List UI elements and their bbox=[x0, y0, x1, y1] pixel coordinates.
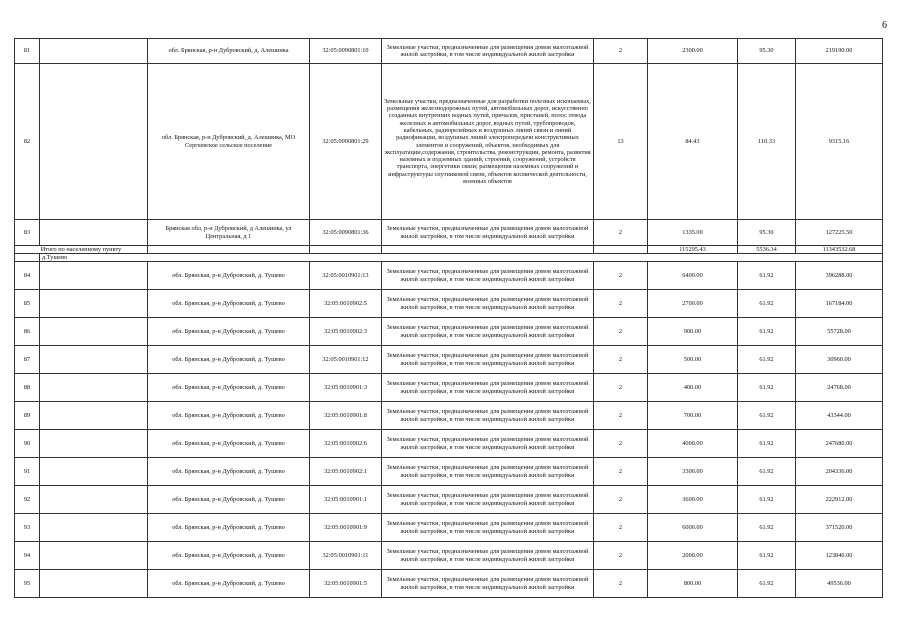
cell-cadastral-value: 49536.00 bbox=[796, 570, 883, 598]
cell-cadastral-number: 32:05:0010901:13 bbox=[310, 262, 382, 290]
cell-permitted-use: Земельные участки, предназначенные для размещения домов малоэтажной жилой застройки, в том числе индивидуальной жилой застройки bbox=[382, 346, 594, 374]
table-row bbox=[15, 290, 883, 318]
cell-address: обл. Брянская, р-н Дубровский, д. Алешинка, МО Сергеевское сельское поселение bbox=[148, 64, 310, 220]
cell-cadastral-value: 396288.00 bbox=[796, 262, 883, 290]
table-row bbox=[15, 402, 883, 430]
cell-permitted-use: Земельные участки, предназначенные для размещения домов малоэтажной жилой застройки, в том числе индивидуальной жилой застройки bbox=[382, 374, 594, 402]
cell-category: 13 bbox=[594, 64, 648, 220]
subtotal-empty-cadastral bbox=[310, 246, 382, 254]
cell-category: 2 bbox=[594, 318, 648, 346]
cell-spacer bbox=[40, 402, 148, 430]
cell-cadastral-number: 32:05:0010902:3 bbox=[310, 318, 382, 346]
cell-number: 88 bbox=[15, 374, 40, 402]
cell-number: 93 bbox=[15, 514, 40, 542]
table-body-subtotal bbox=[15, 246, 883, 262]
cell-number: 87 bbox=[15, 346, 40, 374]
cell-cadastral-number: 32:05:0090801:10 bbox=[310, 39, 382, 64]
cell-rate: 110.33 bbox=[738, 64, 796, 220]
cell-address: обл. Брянская, р-н Дубровский, д. Тушево bbox=[148, 374, 310, 402]
cell-number: 85 bbox=[15, 290, 40, 318]
cell-category: 2 bbox=[594, 39, 648, 64]
cell-number: 89 bbox=[15, 402, 40, 430]
cell-category: 2 bbox=[594, 430, 648, 458]
table-body-before bbox=[15, 39, 883, 246]
cell-rate: 61.92 bbox=[738, 346, 796, 374]
cell-number: 92 bbox=[15, 486, 40, 514]
subtotal-label: Итого по населенному пункту bbox=[15, 246, 148, 254]
cell-spacer bbox=[40, 514, 148, 542]
cell-area: 500.00 bbox=[648, 346, 738, 374]
table-row bbox=[15, 262, 883, 290]
cell-area: 2700.00 bbox=[648, 290, 738, 318]
subtotal-area: 115295.43 bbox=[648, 246, 738, 254]
cell-address: обл. Брянская, р-н Дубровский, д. Тушево bbox=[148, 458, 310, 486]
cell-address: обл. Брянская, р-н Дубровский, д. Тушево bbox=[148, 570, 310, 598]
table-row bbox=[15, 458, 883, 486]
cell-number: 82 bbox=[15, 64, 40, 220]
cell-cadastral-value: 30960.00 bbox=[796, 346, 883, 374]
cell-category: 2 bbox=[594, 290, 648, 318]
cell-spacer bbox=[40, 64, 148, 220]
cell-area: 6000.00 bbox=[648, 514, 738, 542]
cell-cadastral-number: 32:05:0010901:11 bbox=[310, 542, 382, 570]
cell-spacer bbox=[40, 318, 148, 346]
cell-address: обл. Брянская, р-н Дубровский, д. Алешинка bbox=[148, 39, 310, 64]
cell-category: 2 bbox=[594, 542, 648, 570]
cell-rate: 61.92 bbox=[738, 430, 796, 458]
cell-address: обл. Брянская, р-н Дубровский, д. Тушево bbox=[148, 542, 310, 570]
cell-rate: 61.92 bbox=[738, 542, 796, 570]
cell-permitted-use: Земельные участки, предназначенные для размещения домов малоэтажной жилой застройки, в том числе индивидуальной жилой застройки bbox=[382, 318, 594, 346]
cell-spacer bbox=[40, 486, 148, 514]
cell-number: 94 bbox=[15, 542, 40, 570]
subtotal-empty-address bbox=[148, 246, 310, 254]
cell-cadastral-number: 32:05:0010901:3 bbox=[310, 374, 382, 402]
cell-cadastral-value: 219190.00 bbox=[796, 39, 883, 64]
cell-cadastral-number: 32:05:0010901:8 bbox=[310, 402, 382, 430]
cell-cadastral-value: 55728.00 bbox=[796, 318, 883, 346]
cell-permitted-use: Земельные участки, предназначенные для размещения домов малоэтажной жилой застройки, в том числе индивидуальной жилой застройки bbox=[382, 458, 594, 486]
cell-address: обл. Брянская, р-н Дубровский, д. Тушево bbox=[148, 346, 310, 374]
cell-category: 2 bbox=[594, 262, 648, 290]
cell-cadastral-number: 32:05:0010902:5 bbox=[310, 290, 382, 318]
cell-permitted-use: Земельные участки, предназначенные для размещения домов малоэтажной жилой застройки, в том числе индивидуальной жилой застройки bbox=[382, 262, 594, 290]
cell-category: 2 bbox=[594, 402, 648, 430]
cell-cadastral-value: 43344.00 bbox=[796, 402, 883, 430]
cell-permitted-use: Земельные участки, предназначенные для размещения домов малоэтажной жилой застройки, в том числе индивидуальной жилой застройки bbox=[382, 570, 594, 598]
cell-area: 800.00 bbox=[648, 570, 738, 598]
cell-area: 700.00 bbox=[648, 402, 738, 430]
cell-address: обл. Брянская, р-н Дубровский, д. Тушево bbox=[148, 318, 310, 346]
cell-number: 90 bbox=[15, 430, 40, 458]
cell-cadastral-value: 371520.00 bbox=[796, 514, 883, 542]
cell-address: обл. Брянская, р-н Дубровский, д. Тушево bbox=[148, 486, 310, 514]
cell-spacer bbox=[40, 458, 148, 486]
cell-permitted-use: Земельные участки, предназначенные для размещения домов малоэтажной жилой застройки, в том числе индивидуальной жилой застройки bbox=[382, 486, 594, 514]
cell-permitted-use: Земельные участки, предназначенные для разработки полезных ископаемых, размещения железнодорожных путей, автомобильных дорог, искусственно созданных внутренних водных путей, причалов, пристаней, полос отвода железных и автомобильных дорог, водных путей, трубопроводов, кабельных, радиорелейных и воздушных линий связи и линий радиофикации, воздушных линий электропередачи конструктивных элементов и сооружений, объектов, необходимых для эксплуатации,содержания, строительства, реконструкции, ремонта, развития наземных и подземных зданий, строений, сооружений, устройств транспорта, энергетики связи; размещения наземных сооружений и инфраструктуры спутниковой связи, объектов космической деятельности, военных объектов bbox=[382, 64, 594, 220]
cell-number: 84 bbox=[15, 262, 40, 290]
cell-cadastral-number: 32:05:0090801:36 bbox=[310, 220, 382, 246]
table-row bbox=[15, 374, 883, 402]
cell-category: 2 bbox=[594, 514, 648, 542]
cell-spacer bbox=[40, 220, 148, 246]
subtotal-value: 11343532.68 bbox=[796, 246, 883, 254]
cell-number: 81 bbox=[15, 39, 40, 64]
cell-rate: 61.92 bbox=[738, 262, 796, 290]
cell-category: 2 bbox=[594, 486, 648, 514]
cell-spacer bbox=[40, 39, 148, 64]
cell-address: обл. Брянская, р-н Дубровский, д. Тушево bbox=[148, 514, 310, 542]
cell-area: 900.00 bbox=[648, 318, 738, 346]
cell-cadastral-number: 32:05:0090801:29 bbox=[310, 64, 382, 220]
cell-rate: 61.92 bbox=[738, 290, 796, 318]
cell-area: 4000.00 bbox=[648, 430, 738, 458]
cell-category: 2 bbox=[594, 374, 648, 402]
cell-number: 86 bbox=[15, 318, 40, 346]
cell-spacer bbox=[40, 430, 148, 458]
table-row bbox=[15, 64, 883, 220]
cell-cadastral-value: 123840.00 bbox=[796, 542, 883, 570]
subtotal-empty-use bbox=[382, 246, 594, 254]
land-cadastral-table bbox=[14, 38, 883, 598]
cell-category: 2 bbox=[594, 220, 648, 246]
cell-cadastral-number: 32:05:0010901:1 bbox=[310, 486, 382, 514]
cell-area: 3600.00 bbox=[648, 486, 738, 514]
cell-number: 95 bbox=[15, 570, 40, 598]
cell-area: 84.43 bbox=[648, 64, 738, 220]
cell-area: 6400.00 bbox=[648, 262, 738, 290]
table-row bbox=[15, 318, 883, 346]
subtotal-empty-category bbox=[594, 246, 648, 254]
cell-permitted-use: Земельные участки, предназначенные для размещения домов малоэтажной жилой застройки, в том числе индивидуальной жилой застройки bbox=[382, 402, 594, 430]
cell-cadastral-value: 127225.50 bbox=[796, 220, 883, 246]
cell-area: 2300.00 bbox=[648, 39, 738, 64]
cell-rate: 95.30 bbox=[738, 39, 796, 64]
cell-address: обл. Брянская, р-н Дубровский, д. Тушево bbox=[148, 430, 310, 458]
cell-area: 1335.00 bbox=[648, 220, 738, 246]
cell-rate: 61.92 bbox=[738, 486, 796, 514]
cell-rate: 61.92 bbox=[738, 402, 796, 430]
cell-rate: 61.92 bbox=[738, 458, 796, 486]
cell-number: 83 bbox=[15, 220, 40, 246]
cell-category: 2 bbox=[594, 346, 648, 374]
cell-spacer bbox=[40, 262, 148, 290]
cell-cadastral-value: 204336.00 bbox=[796, 458, 883, 486]
cell-permitted-use: Земельные участки, предназначенные для размещения домов малоэтажной жилой застройки, в том числе индивидуальной жилой застройки bbox=[382, 220, 594, 246]
cell-cadastral-value: 222912.00 bbox=[796, 486, 883, 514]
table-row bbox=[15, 514, 883, 542]
cell-address: обл. Брянская, р-н Дубровский, д. Тушево bbox=[148, 402, 310, 430]
cell-spacer bbox=[40, 290, 148, 318]
table-body-after bbox=[15, 262, 883, 598]
cell-address: обл. Брянская, р-н Дубровский, д. Тушево bbox=[148, 290, 310, 318]
cell-area: 3300.00 bbox=[648, 458, 738, 486]
cell-cadastral-number: 32:05:0010902:6 bbox=[310, 430, 382, 458]
cell-cadastral-number: 32:05:0010901:5 bbox=[310, 570, 382, 598]
cell-rate: 95.30 bbox=[738, 220, 796, 246]
table-row bbox=[15, 542, 883, 570]
cell-area: 400.00 bbox=[648, 374, 738, 402]
cell-category: 2 bbox=[594, 570, 648, 598]
cell-cadastral-number: 32:05:0010901:12 bbox=[310, 346, 382, 374]
cell-permitted-use: Земельные участки, предназначенные для размещения домов малоэтажной жилой застройки, в том числе индивидуальной жилой застройки bbox=[382, 39, 594, 64]
cell-rate: 61.92 bbox=[738, 570, 796, 598]
cell-cadastral-value: 9315.16 bbox=[796, 64, 883, 220]
cell-permitted-use: Земельные участки, предназначенные для размещения домов малоэтажной жилой застройки, в том числе индивидуальной жилой застройки bbox=[382, 290, 594, 318]
cell-number: 91 bbox=[15, 458, 40, 486]
table-row bbox=[15, 346, 883, 374]
cell-cadastral-number: 32:05:0010901:9 bbox=[310, 514, 382, 542]
cell-spacer bbox=[40, 374, 148, 402]
cell-address: Брянская обл, р-н Дубровский, д Алешинка, ул Центральная, д 1 bbox=[148, 220, 310, 246]
cell-permitted-use: Земельные участки, предназначенные для размещения домов малоэтажной жилой застройки, в том числе индивидуальной жилой застройки bbox=[382, 542, 594, 570]
cell-permitted-use: Земельные участки, предназначенные для размещения домов малоэтажной жилой застройки, в том числе индивидуальной жилой застройки bbox=[382, 430, 594, 458]
table-row bbox=[15, 486, 883, 514]
cell-area: 2000.00 bbox=[648, 542, 738, 570]
subtotal-rate: 5536.34 bbox=[738, 246, 796, 254]
cell-cadastral-value: 167184.00 bbox=[796, 290, 883, 318]
table-row bbox=[15, 570, 883, 598]
cell-cadastral-value: 24768.00 bbox=[796, 374, 883, 402]
cell-spacer bbox=[40, 346, 148, 374]
cell-rate: 61.92 bbox=[738, 514, 796, 542]
locality-name: д.Тушево bbox=[40, 254, 883, 262]
cell-category: 2 bbox=[594, 458, 648, 486]
page-number: 6 bbox=[882, 20, 887, 31]
cell-cadastral-number: 32:05:0010902:1 bbox=[310, 458, 382, 486]
locality-empty-num bbox=[15, 254, 40, 262]
cell-spacer bbox=[40, 570, 148, 598]
table-row bbox=[15, 39, 883, 64]
table-row bbox=[15, 220, 883, 246]
cell-rate: 61.92 bbox=[738, 374, 796, 402]
cell-rate: 61.92 bbox=[738, 318, 796, 346]
cell-permitted-use: Земельные участки, предназначенные для размещения домов малоэтажной жилой застройки, в том числе индивидуальной жилой застройки bbox=[382, 514, 594, 542]
cell-spacer bbox=[40, 542, 148, 570]
locality-row bbox=[15, 254, 883, 262]
subtotal-row bbox=[15, 246, 883, 254]
cell-cadastral-value: 247680.00 bbox=[796, 430, 883, 458]
table-row bbox=[15, 430, 883, 458]
cell-address: обл. Брянская, р-н Дубровский, д. Тушево bbox=[148, 262, 310, 290]
